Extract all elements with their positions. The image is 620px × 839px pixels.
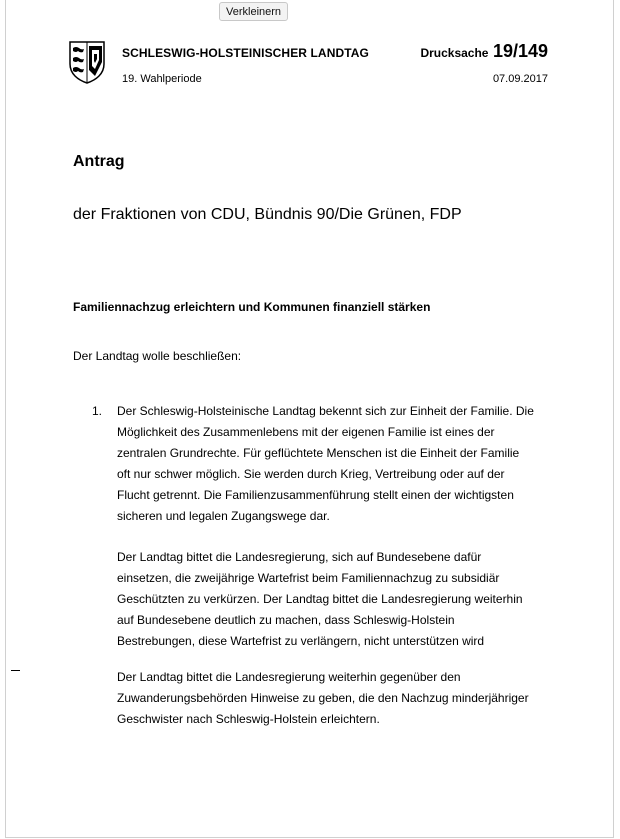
paragraph-line: Geschwister nach Schleswig-Holstein erleichtern. xyxy=(117,712,380,726)
coat-of-arms-icon xyxy=(68,40,106,84)
drucksache-number: 19/149 xyxy=(492,41,548,61)
paragraph-line: Der Schleswig-Holsteinische Landtag bekennt sich zur Einheit der Familie. Die xyxy=(117,404,534,418)
paragraph-3 xyxy=(117,667,557,730)
item-number: 1. xyxy=(92,404,103,418)
paragraph-line: Möglichkeit des Zusammenlebens mit der eigenen Familie ist eines der xyxy=(117,425,495,439)
paragraph-line: Der Landtag bittet die Landesregierung, sich auf Bundesebene dafür xyxy=(117,550,482,564)
resolution-intro: Der Landtag wolle beschließen: xyxy=(73,349,242,363)
paragraph-line: einsetzen, die zweijährige Wartefrist beim Familiennachzug zu subsidiär xyxy=(117,571,500,585)
document-date: 07.09.2017 xyxy=(492,73,548,85)
paragraph-line: Zuwanderungsbehörden Hinweise zu geben, die den Nachzug minderjähriger xyxy=(117,691,529,705)
organization-name: SCHLESWIG-HOLSTEINISCHER LANDTAG xyxy=(122,46,369,60)
paragraph-line: Bestrebungen, diese Wartefrist zu verlängern, nicht unterstützen wird xyxy=(117,634,485,648)
paragraph-1 xyxy=(117,401,557,527)
factions: der Fraktionen von CDU, Bündnis 90/Die Grünen, FDP xyxy=(73,206,462,223)
zoom-out-button[interactable]: Verkleinern xyxy=(219,2,288,21)
paragraph-line: Der Landtag bittet die Landesregierung weiterhin gegenüber den xyxy=(117,670,461,684)
margin-change-mark xyxy=(11,670,20,671)
document-subject: Familiennachzug erleichtern und Kommunen finanziell stärken xyxy=(73,300,431,314)
paragraph-line: auf Bundesebene deutlich zu machen, dass Schleswig-Holstein xyxy=(117,613,455,627)
paragraph-line: sicheren und legalen Zugangswege dar. xyxy=(117,509,330,523)
paragraph-line: Geschützten zu verkürzen. Der Landtag bittet die Landesregierung weiterhin xyxy=(117,592,523,606)
drucksache-label: Drucksache xyxy=(420,46,489,60)
paragraph-line: zentralen Grundrechte. Für geflüchtete Menschen ist die Einheit der Familie xyxy=(117,446,520,460)
drucksache xyxy=(420,41,548,62)
legislative-period: 19. Wahlperiode xyxy=(122,73,202,85)
paragraph-line: Flucht getrennt. Die Familienzusammenführung stellt einen der wichtigsten xyxy=(117,488,514,502)
document-type: Antrag xyxy=(73,153,125,170)
paragraph-line: oft nur schwer möglich. Sie werden durch Krieg, Vertreibung oder auf der xyxy=(117,467,505,481)
paragraph-2 xyxy=(117,547,557,652)
